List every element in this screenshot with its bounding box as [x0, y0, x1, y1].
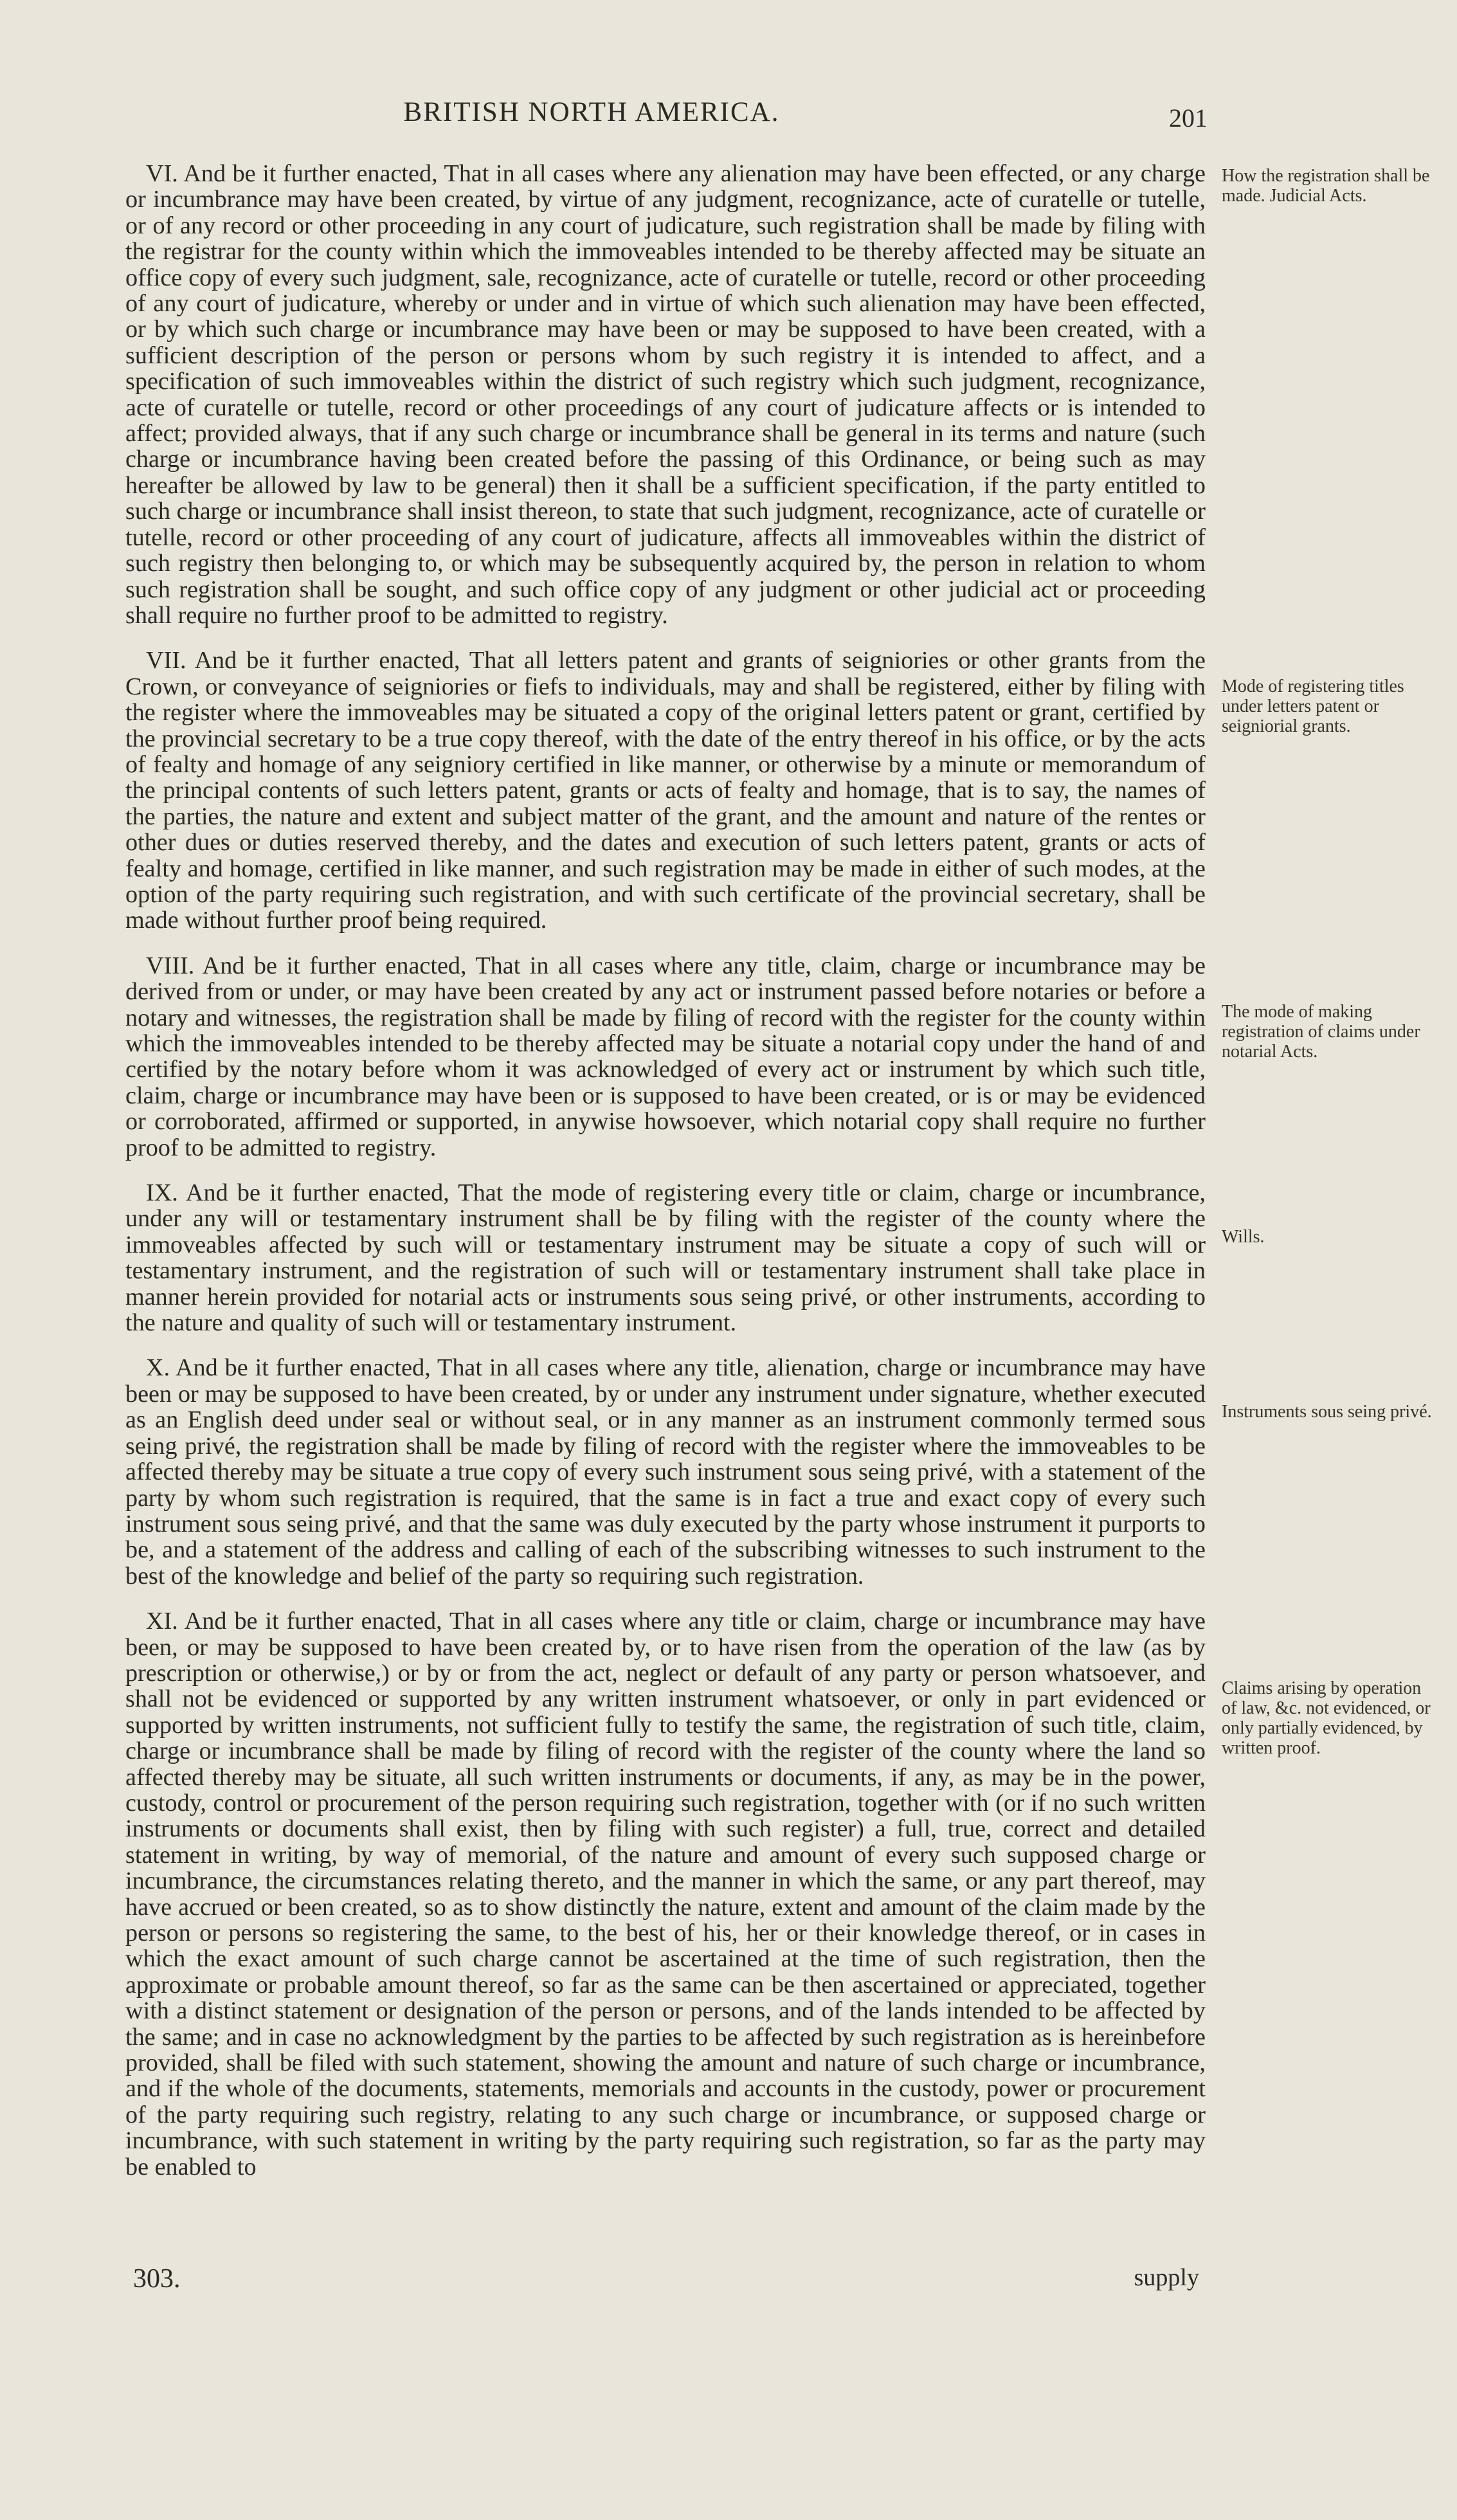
section-viii: VIII. And be it further enacted, That in all cases where any title, claim, charge or incumbrance may be derived from or under, or may have been created by any act or instrument passed before notaries or before a notary and witnesses, the registration shall be made by filing of record with the register for the county within which the immoveables intended to be thereby affected may be situate a notarial copy under the hand of and certified by the notary before whom it was acknowledged of every act or instrument by which such title, claim, charge or incumbrance may have been or is supposed to have been created, or is or may be evidenced or corroborated, affirmed or supported, in anywise howsoever, which notarial copy shall require no further proof to be admitted to registry. [125, 952, 1206, 1161]
body-text [125, 161, 1206, 2199]
catchword: supply [1134, 2264, 1199, 2291]
signature-mark: 303. [133, 2264, 181, 2294]
margin-note-xi [1222, 1678, 1434, 1758]
margin-note-viii [1222, 1002, 1434, 1062]
margin-note-text: How the registration shall be made. Judicial Acts. [1222, 166, 1430, 206]
section-ix: IX. And be it further enacted, That the mode of registering every title or claim, charge or incumbrance, under any will or testamentary instrument shall be by filing with the register of the county where the immoveables affected by such will or testamentary instrument may be situate a copy of such will or testamentary instrument, and the registration of such will or testamentary instrument shall take place in manner herein provided for notarial acts or instruments sous seing privé, or other instruments, according to the nature and quality of such will or testamentary instrument. [125, 1179, 1206, 1337]
margin-note-vi [1222, 166, 1434, 206]
page-number: 201 [1169, 104, 1208, 132]
margin-note-vii [1222, 676, 1434, 736]
margin-note-text: Instruments sous seing privé. [1222, 1402, 1432, 1422]
running-title: BRITISH NORTH AMERICA. [403, 97, 780, 127]
section-vii: VII. And be it further enacted, That all letters patent and grants of seigniories or other grants from the Crown, or conveyance of seigniories or fiefs to individuals, may and shall be registered, either by filing with the register where the immoveables may be situated a copy of the original letters patent or grant, certified by the provincial secretary to be a true copy thereof, with the date of the entry thereof in his office, or by the acts of fealty and homage of any seigniory certified in like manner, or otherwise by a minute or memorandum of the principal contents of such letters patent, grants or acts of fealty and homage, that is to say, the names of the parties, the nature and extent and subject matter of the grant, and the amount and nature of the rentes or other dues or duties reserved thereby, and the dates and execution of such letters patent, grants or acts of fealty and homage, certified in like manner, and such registration may be made in either of such modes, at the option of the party requiring such registration, and with such certificate of the provincial secretary, shall be made without further proof being required. [125, 647, 1206, 934]
margin-note-text: Claims arising by operation of law, &c. not evidenced, or only partially evidenced, by written proof. [1222, 1678, 1431, 1758]
margin-note-text: The mode of making registration of claims under notarial Acts. [1222, 1002, 1420, 1062]
margin-note-ix [1222, 1227, 1434, 1247]
margin-note-text: Mode of registering titles under letters patent or seigniorial grants. [1222, 676, 1404, 736]
section-xi: XI. And be it further enacted, That in all cases where any title or claim, charge or incumbrance may have been, or may be supposed to have been created by, or to have risen from the operation of the law (as by prescription or otherwise,) or by or from the act, neglect or default of any party or person whatsoever, and shall not be evidenced or supported by any written instrument whatsoever, or only in part evidenced or supported by written instruments, not sufficient fully to testify the same, the registration of such title, claim, charge or incumbrance shall be made by filing of record with the register of the county where the land so affected thereby may be situate, all such written instruments or documents, if any, as may be in the power, custody, control or procurement of the person requiring such registration, together with (or if no such written instruments or documents shall exist, then by filing with such register) a full, true, correct and detailed statement in writing, by way of memorial, of the nature and amount of every such supposed charge or incumbrance, the circumstances relating thereto, and the manner in which the same, or any part thereof, may have accrued or been created, so as to show distinctly the nature, extent and amount of the claim made by the person or persons so registering the same, to the best of his, her or their knowledge thereof, or in cases in which the exact amount of such charge cannot be ascertained at the time of such registration, then the approximate or probable amount thereof, so far as the same can be then ascertained or appreciated, together with a distinct statement or designation of the person or persons, and of the lands intended to be affected by the same; and in case no acknowledgment by the parties to be affected by such registration as is hereinbefore provided, shall be filed with such statement, showing the amount and nature of such charge or incumbrance, and if the whole of the documents, statements, memorials and accounts in the custody, power or procurement of the party requiring such registry, relating to any such charge or incumbrance, or supposed charge or incumbrance, with such statement in writing by the party requiring such registration, so far as the party may be enabled to [125, 1608, 1206, 2180]
page-footer [125, 2263, 1206, 2292]
section-vi: VI. And be it further enacted, That in all cases where any alienation may have been effected, or any charge or incumbrance may have been created, by virtue of any judgment, recognizance, acte of curatelle or tutelle, or of any record or other proceeding in any court of judicature, such registration shall be made by filing with the registrar for the county within which the immoveables intended to be thereby affected may be situate an office copy of every such judgment, sale, recognizance, acte of curatelle or tutelle, record or other proceeding of any court of judicature, whereby or under and in virtue of which such alienation may have been effected, or by which such charge or incumbrance may have been or may be supposed to have been created, with a sufficient description of the person or persons whom by such registry it is intended to affect, and a specification of such immoveables within the district of such registry which such judgment, recognizance, acte of curatelle or tutelle, record or other proceedings of any court of judicature affects or is intended to affect; provided always, that if any such charge or incumbrance shall be general in its terms and nature (such charge or incumbrance having been created before the passing of this Ordinance, or being such as may hereafter be allowed by law to be general) then it shall be a sufficient specification, if the party entitled to such charge or incumbrance shall insist thereon, to state that such judgment, recognizance, acte of curatelle or tutelle, record or other proceeding of any court of judicature, affects all immoveables within the district of such registry then belonging to, or which may be subsequently acquired by, the person in relation to whom such registration shall be sought, and such office copy of any judgment or other judicial act or proceeding shall require no further proof to be admitted to registry. [125, 160, 1206, 629]
section-x: X. And be it further enacted, That in all cases where any title, alienation, charge or incumbrance may have been or may be supposed to have been created, by or under any instrument under signature, whether executed as an English deed under seal or without seal, or in any manner as an instrument commonly termed sous seing privé, the registration shall be made by filing of record with the register where the immoveables to be affected thereby may be situate a true copy of every such instrument sous seing privé, with a statement of the party by whom such registration is required, that the same is in fact a true and exact copy of every such instrument sous seing privé, and that the same was duly executed by the party whose instrument it purports to be, and a statement of the address and calling of each of the subscribing witnesses to such instrument to the best of the knowledge and belief of the party so requiring such registration. [125, 1354, 1206, 1590]
margin-note-text: Wills. [1222, 1227, 1265, 1247]
margin-note-x [1222, 1402, 1434, 1422]
